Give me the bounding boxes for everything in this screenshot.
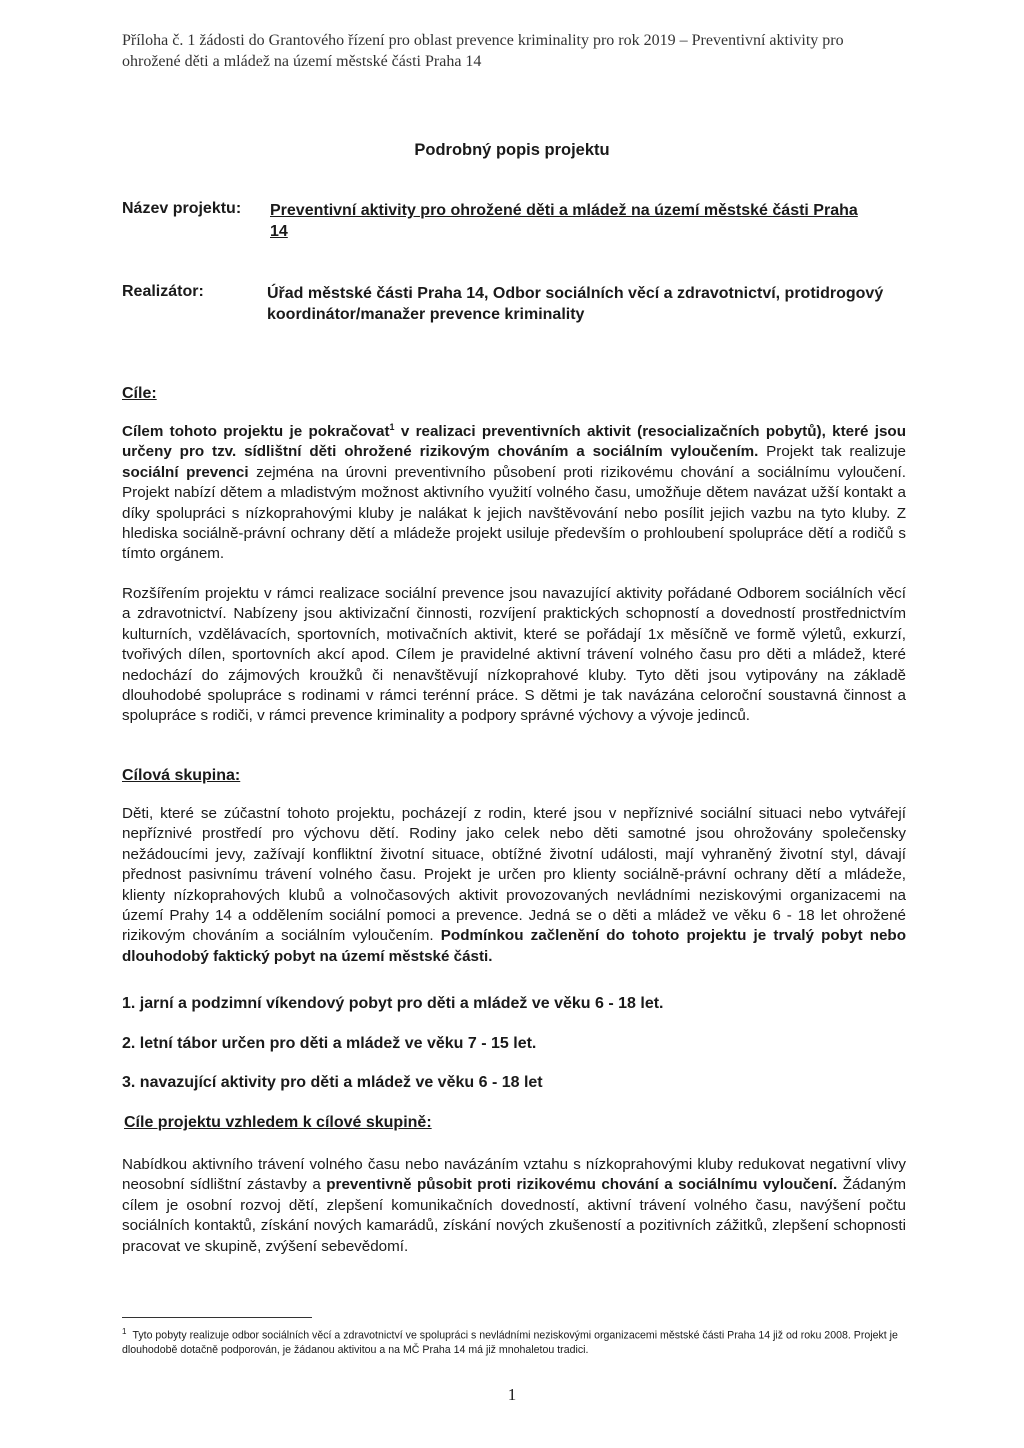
document-header xyxy=(122,30,922,72)
goals-target-text-a: Nabídkou aktivního trávení volného času nebo navázáním vztahu s nízkoprahovými kluby redukovat negativní vlivy neosobní sídlištní zástavby a xyxy=(122,1156,906,1194)
project-name-label: Název projektu: xyxy=(122,200,242,217)
realizer-label: Realizátor: xyxy=(122,283,204,300)
goals-p1-bold-b: v realizaci preventivních aktivit (resocializačních pobytů), které jsou určeny pro tzv. sídlištní děti ohrožené rizikovým chováním a sociálním vyloučením. xyxy=(122,423,906,461)
realizer-line-1: Úřad městské části Praha 14, Odbor sociálních věcí a zdravotnictví, protidrogový xyxy=(267,285,884,302)
goals-target-heading: Cíle projektu vzhledem k cílové skupině: xyxy=(124,1114,432,1131)
footnote-text: Tyto pobyty realizuje odbor sociálních věcí a zdravotnictví ve spolupráci s nevládními neziskovými organizacemi městské části Praha 14 již od roku 2008. Projekt je dlouhodobě dotačně podporován, je žádanou aktivitou a na MČ Praha 14 má již mnohaletou tradici. xyxy=(122,1329,898,1356)
document-title: Podrobný popis projektu xyxy=(414,141,610,159)
goals-p1-text-b: zejména na úrovni preventivního působení proti rizikovému chování a sociálnímu vyloučení. Projekt nabízí dětem a mladistvým možnost aktivního využití volného času, umožňuje dětem navázat užší kontakt a díky spolupráci s nízkoprahovými kluby je nalákat k jejich navštěvování nebo posílit jejich vazbu na tyto kluby. Z hlediska sociálně-právní ochrany dětí a mládeže projekt usiluje především o prohloubení spolupráce dětí a rodičů s tímto orgánem. xyxy=(122,463,906,563)
target-group-text: Děti, které se zúčastní tohoto projektu, pocházejí z rodin, které jsou v nepříznivé sociální situaci nebo vytvářejí nepříznivé prostředí pro výchovu dětí. Rodiny jako celek nebo děti samotné jsou ohrožovány společensky nežádoucími jevy, zažívají konfliktní životní situace, obtížné životní události, mají vyhraněný životní styl, dávají přednost pasivnímu trávení volného času. Projekt je určen pro klienty sociálně-právní ochrany dětí a mládeže, klienty nízkoprahových klubů a volnočasových aktivit provozovaných nevládními neziskovými organizacemi na území Prahy 14 a oddělením sociální pomoci a prevence. Jedná se o děti a mládež ve věku 6 - 18 let ohrožené rizikovým chováním a sociálním vyloučením. xyxy=(122,805,906,945)
page-number: 1 xyxy=(507,1385,517,1404)
realizer-line-2: koordinátor/manažer prevence kriminality xyxy=(267,306,585,323)
goals-p1-text-a: Projekt tak realizuje xyxy=(758,443,906,461)
footnote xyxy=(122,1325,912,1357)
target-group-heading: Cílová skupina: xyxy=(122,767,241,784)
project-name-line-1: Preventivní aktivity pro ohrožené děti a mládež na území městské části Praha xyxy=(270,202,858,219)
list-item: 3. navazující aktivity pro děti a mládež ve věku 6 - 18 let xyxy=(122,1074,543,1091)
header-line-1: Příloha č. 1 žádosti do Grantového řízení pro oblast prevence kriminality pro rok 2019 – Preventivní aktivity pro xyxy=(122,32,844,49)
target-group-paragraph xyxy=(122,804,906,967)
goals-target-text-b: Žádaným cílem je osobní rozvoj dětí, zlepšení komunikačních dovedností, aktivní trávení volného času, navýšení počtu sociálních kontaktů, získání nových kamarádů, získání nových zkušeností a pozitivních zážitků, zlepšení schopnosti pracovat ve skupině, zvýšení sebevědomí. xyxy=(122,1176,907,1255)
list-item: 2. letní tábor určen pro děti a mládež ve věku 7 - 15 let. xyxy=(122,1035,537,1052)
goals-paragraph-2: Rozšířením projektu v rámci realizace sociální prevence jsou navazující aktivity pořádané Odborem sociálních věcí a zdravotnictví. Nabízeny jsou aktivizační činnosti, rozvíjení praktických schopností a dovedností prostřednictvím kulturních, vzdělávacích, sportovních, motivačních aktivit, které se pořádají 1x měsíčně ve formě výletů, exkurzí, tvořivých dílen, sportovních akcí apod. Cílem je pravidelné aktivní trávení volného času pro děti a mládež, které nedochází do zájmových kroužků či nenavštěvují nízkoprahové kluby. Tyto děti jsou vytipovány na základě dlouhodobé spolupráce s rodinami v rámci terénní práce. S dětmi je tak navázána celoroční soustavná činnost a spolupráce s rodiči, v rámci prevence kriminality a podpory správné výchovy a vývoje jedinců. xyxy=(122,585,906,725)
goals-paragraph-1 xyxy=(122,422,906,565)
list-item: 1. jarní a podzimní víkendový pobyt pro děti a mládež ve věku 6 - 18 let. xyxy=(122,995,664,1012)
target-group-condition: Podmínkou začlenění do tohoto projektu je trvalý pobyt nebo dlouhodobý faktický pobyt na území městské části. xyxy=(122,927,906,965)
footnote-divider xyxy=(122,1317,312,1318)
goals-heading: Cíle: xyxy=(122,385,157,402)
project-name-line-2: 14 xyxy=(270,223,288,240)
header-line-2: ohrožené děti a mládež na území městské části Praha 14 xyxy=(122,53,482,70)
footnote-mark: 1 xyxy=(122,1327,127,1336)
goals-target-bold: preventivně působit proti rizikovému chování a sociálnímu vyloučení. xyxy=(326,1176,838,1194)
goals-target-paragraph xyxy=(122,1155,906,1257)
goals-p1-bold-a: Cílem tohoto projektu je pokračovat xyxy=(122,423,390,440)
goals-p1-bold-c: sociální prevenci xyxy=(122,463,249,481)
realizer-value xyxy=(267,283,912,325)
footnote-reference: 1 xyxy=(389,421,395,432)
project-name-value xyxy=(270,200,910,242)
